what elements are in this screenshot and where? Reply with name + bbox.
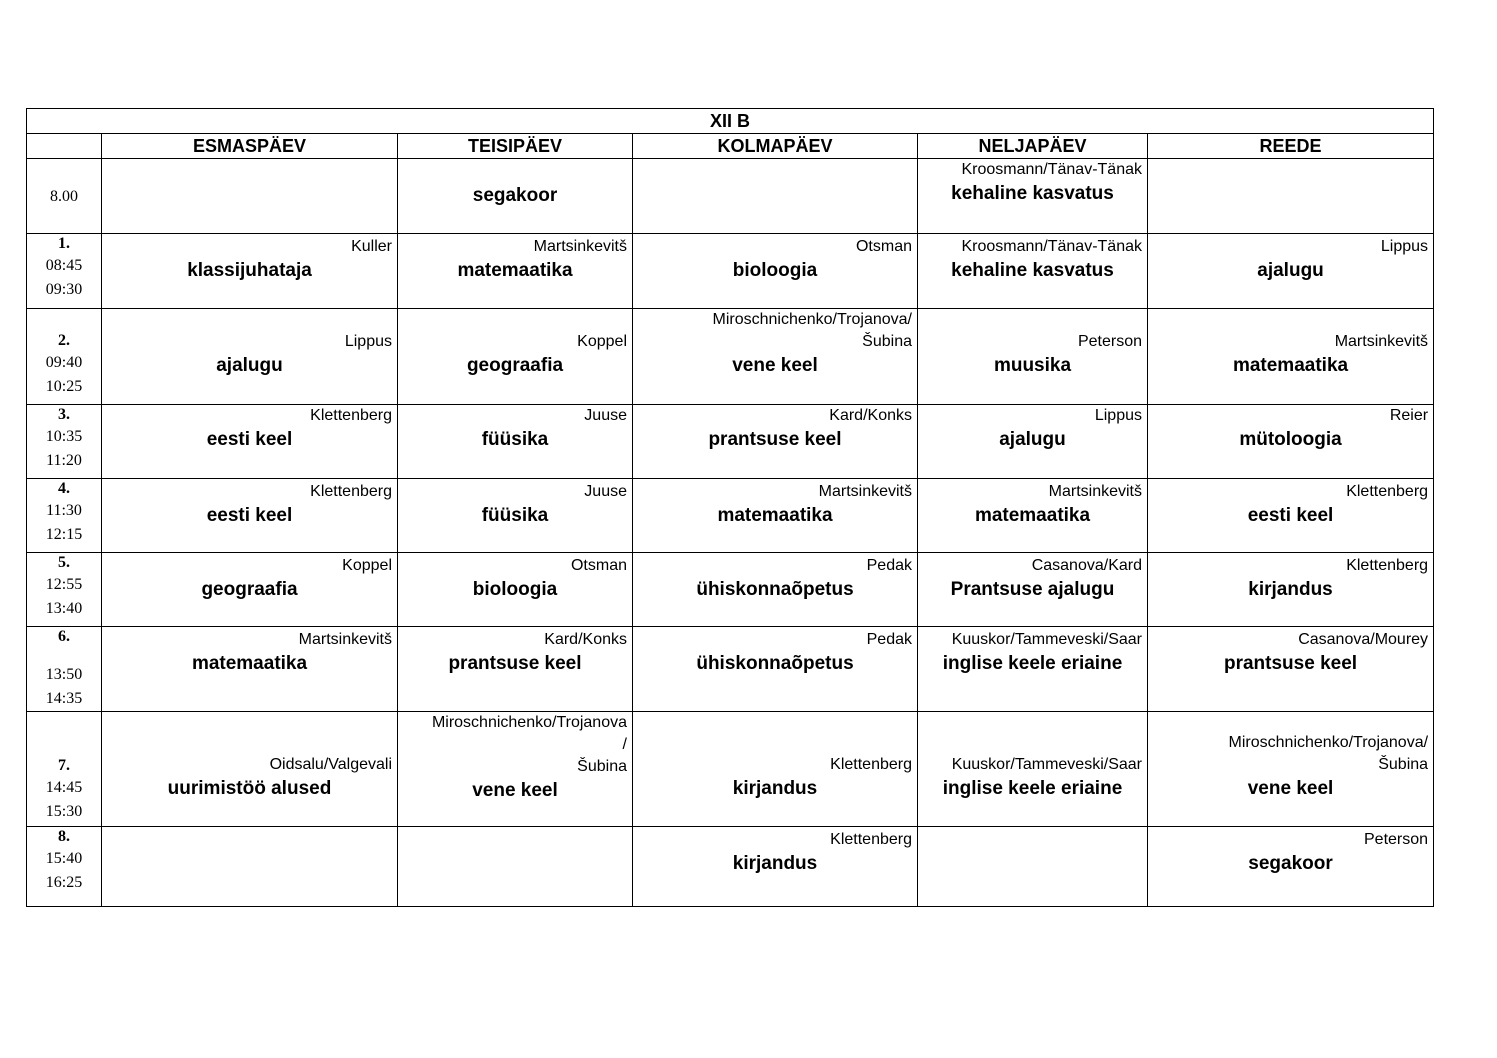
subject-name: eesti keel	[206, 429, 293, 450]
subject-name: eesti keel	[206, 505, 293, 526]
teacher-name: Miroschnichenko/Trojanova/ Šubina	[712, 311, 912, 350]
lesson-cell	[102, 309, 398, 405]
subject-name: matemaatika	[191, 653, 308, 674]
teacher-name: Casanova/Kard	[1031, 557, 1142, 574]
teacher-name: Kuuskor/Tammeveski/Saar	[951, 756, 1142, 773]
subject-name: eesti keel	[1247, 505, 1334, 526]
start-time: 14:45	[45, 779, 83, 796]
subject-name: kehaline kasvatus	[951, 260, 1114, 281]
teacher-name: Martsinkevitš	[533, 238, 627, 255]
subject-name: Prantsuse ajalugu	[950, 579, 1115, 600]
lesson-cell	[1148, 627, 1434, 712]
lesson-cell	[633, 553, 918, 627]
lesson-cell	[918, 627, 1148, 712]
day-header-wednesday: KOLMAPÄEV	[633, 134, 918, 159]
lesson-cell	[102, 627, 398, 712]
time-slot-cell	[27, 405, 102, 479]
lesson-cell	[633, 627, 918, 712]
subject-name: ajalugu	[999, 429, 1066, 450]
end-time: 11:20	[46, 452, 82, 469]
teacher-name: Lippus	[1380, 238, 1429, 255]
subject-name: inglise keele eriaine	[942, 653, 1123, 674]
lesson-number: 6.	[58, 628, 70, 645]
teacher-name: Kuller	[351, 238, 392, 255]
end-time: 12:15	[45, 526, 83, 543]
teacher-name: Juuse	[584, 483, 627, 500]
subject-name: segakoor	[472, 185, 558, 206]
timetable	[26, 108, 1434, 907]
end-time: 10:25	[45, 378, 83, 395]
teacher-name: Klettenberg	[310, 407, 392, 424]
teacher-name: Koppel	[342, 557, 392, 574]
teacher-name: Martsinkevitš	[298, 631, 392, 648]
time-slot-cell	[27, 827, 102, 907]
subject-name: matemaatika	[1232, 355, 1349, 376]
teacher-name: Klettenberg	[1346, 557, 1429, 574]
lesson-cell	[1148, 405, 1434, 479]
lesson-cell	[398, 234, 633, 309]
time-slot-cell	[27, 234, 102, 309]
subject-name: ajalugu	[1257, 260, 1324, 281]
subject-name: muusika	[993, 355, 1072, 376]
subject-name: bioloogia	[472, 579, 558, 600]
lesson-cell	[918, 712, 1148, 827]
lesson-number: 5.	[58, 554, 70, 571]
teacher-name: Martsinkevitš	[1334, 333, 1429, 350]
subject-name: uurimistöö alused	[167, 778, 332, 799]
timetable-row	[27, 234, 1434, 309]
subject-name: mütoloogia	[1239, 429, 1342, 450]
lesson-cell	[633, 479, 918, 553]
time-slot-cell	[27, 309, 102, 405]
teacher-name: Koppel	[577, 333, 627, 350]
teacher-name: Casanova/Mourey	[1298, 631, 1429, 648]
subject-name: matemaatika	[717, 505, 833, 526]
teacher-name: Pedak	[866, 557, 912, 574]
day-header-monday: ESMASPÄEV	[102, 134, 398, 159]
lesson-cell	[633, 405, 918, 479]
lesson-cell	[398, 479, 633, 553]
subject-name: geograafia	[201, 579, 298, 600]
subject-name: kehaline kasvatus	[951, 183, 1114, 204]
teacher-name: Miroschnichenko/Trojanova / Šubina	[431, 714, 627, 775]
lesson-cell	[398, 827, 633, 907]
subject-name: ajalugu	[216, 355, 283, 376]
lesson-cell	[398, 712, 633, 827]
lesson-cell	[398, 159, 633, 234]
subject-name: geograafia	[466, 355, 564, 376]
subject-name: vene keel	[732, 355, 818, 376]
end-time: 16:25	[45, 874, 83, 891]
subject-name: vene keel	[472, 780, 558, 801]
lesson-cell	[1148, 234, 1434, 309]
time-slot-cell	[27, 553, 102, 627]
end-time: 14:35	[45, 690, 83, 707]
subject-name: füüsika	[481, 429, 549, 450]
lesson-cell	[102, 234, 398, 309]
lesson-cell	[102, 712, 398, 827]
teacher-name: Kard/Konks	[829, 407, 912, 424]
teacher-name: Otsman	[855, 238, 912, 255]
lesson-cell	[633, 159, 918, 234]
subject-name: ühiskonnaõpetus	[696, 653, 854, 674]
subject-name: prantsuse keel	[1223, 653, 1358, 674]
subject-name: füüsika	[481, 505, 549, 526]
lesson-cell	[102, 159, 398, 234]
subject-name: matemaatika	[457, 260, 573, 281]
lesson-cell	[102, 405, 398, 479]
lesson-cell	[102, 479, 398, 553]
lesson-cell	[398, 627, 633, 712]
teacher-name: Martsinkevitš	[818, 483, 912, 500]
lesson-cell	[1148, 159, 1434, 234]
start-time: 10:35	[45, 428, 83, 445]
start-time: 08:45	[45, 257, 83, 274]
day-header-thursday: NELJAPÄEV	[918, 134, 1148, 159]
subject-name: matemaatika	[974, 505, 1091, 526]
start-time: 13:50	[45, 666, 83, 683]
end-time: 13:40	[45, 600, 83, 617]
timetable-row	[27, 553, 1434, 627]
lesson-cell	[633, 309, 918, 405]
lesson-cell	[918, 309, 1148, 405]
timetable-row	[27, 712, 1434, 827]
timetable-title: XII B	[27, 109, 1434, 134]
teacher-name: Pedak	[866, 631, 912, 648]
teacher-name: Kard/Konks	[544, 631, 627, 648]
subject-name: prantsuse keel	[708, 429, 842, 450]
day-header-row	[27, 134, 1434, 159]
teacher-name: Reier	[1389, 407, 1429, 424]
subject-name: bioloogia	[732, 260, 818, 281]
lesson-cell	[398, 309, 633, 405]
lesson-number: 4.	[58, 480, 70, 497]
subject-name: vene keel	[1247, 778, 1334, 799]
lesson-cell	[918, 479, 1148, 553]
timetable-row	[27, 159, 1434, 234]
day-header-friday: REEDE	[1148, 134, 1434, 159]
end-time: 15:30	[45, 803, 83, 820]
lesson-cell	[1148, 712, 1434, 827]
lesson-number: 2.	[58, 332, 70, 349]
subject-name: kirjandus	[1248, 579, 1333, 600]
teacher-name: Klettenberg	[830, 831, 912, 848]
timetable-row	[27, 627, 1434, 712]
time-slot-cell	[27, 159, 102, 234]
teacher-name: Juuse	[584, 407, 627, 424]
end-time: 09:30	[45, 281, 83, 298]
lesson-cell	[918, 234, 1148, 309]
teacher-name: Peterson	[1077, 333, 1142, 350]
timetable-row	[27, 405, 1434, 479]
subject-name: kirjandus	[732, 853, 818, 874]
lesson-number: 8.	[58, 828, 70, 845]
lesson-cell	[398, 405, 633, 479]
teacher-name: Peterson	[1364, 831, 1429, 848]
teacher-name: Lippus	[1094, 407, 1142, 424]
lesson-cell	[633, 827, 918, 907]
teacher-name: Martsinkevitš	[1048, 483, 1142, 500]
teacher-name: Kroosmann/Tänav-Tänak	[961, 161, 1142, 178]
start-time: 8.00	[50, 188, 78, 205]
timetable-row	[27, 479, 1434, 553]
lesson-cell	[398, 553, 633, 627]
day-header-tuesday: TEISIPÄEV	[398, 134, 633, 159]
subject-name: kirjandus	[732, 778, 818, 799]
teacher-name: Miroschnichenko/Trojanova/ Šubina	[1228, 734, 1429, 773]
lesson-cell	[918, 553, 1148, 627]
start-time: 11:30	[46, 502, 82, 519]
lesson-cell	[102, 827, 398, 907]
lesson-cell	[1148, 553, 1434, 627]
time-column-header	[27, 134, 102, 159]
lesson-number: 3.	[58, 406, 70, 423]
lesson-cell	[633, 712, 918, 827]
subject-name: prantsuse keel	[448, 653, 582, 674]
lesson-cell	[1148, 309, 1434, 405]
lesson-cell	[918, 159, 1148, 234]
teacher-name: Oidsalu/Valgevali	[269, 756, 392, 773]
subject-name: ühiskonnaõpetus	[696, 579, 854, 600]
teacher-name: Kroosmann/Tänav-Tänak	[961, 238, 1142, 255]
lesson-cell	[1148, 827, 1434, 907]
teacher-name: Klettenberg	[830, 756, 912, 773]
lesson-cell	[633, 234, 918, 309]
lesson-cell	[1148, 479, 1434, 553]
start-time: 15:40	[45, 850, 83, 867]
subject-name: segakoor	[1248, 853, 1333, 874]
timetable-row	[27, 827, 1434, 907]
teacher-name: Klettenberg	[1346, 483, 1429, 500]
time-slot-cell	[27, 479, 102, 553]
lesson-number: 7.	[58, 757, 70, 774]
time-slot-cell	[27, 712, 102, 827]
subject-name: inglise keele eriaine	[942, 778, 1123, 799]
subject-name: klassijuhataja	[187, 260, 312, 281]
teacher-name: Otsman	[570, 557, 627, 574]
time-slot-cell	[27, 627, 102, 712]
lesson-cell	[918, 405, 1148, 479]
start-time: 09:40	[45, 354, 83, 371]
teacher-name: Klettenberg	[310, 483, 392, 500]
start-time: 12:55	[45, 576, 83, 593]
lesson-cell	[918, 827, 1148, 907]
lesson-number: 1.	[58, 235, 70, 252]
teacher-name: Lippus	[344, 333, 392, 350]
timetable-row	[27, 309, 1434, 405]
teacher-name: Kuuskor/Tammeveski/Saar	[951, 631, 1142, 648]
lesson-cell	[102, 553, 398, 627]
